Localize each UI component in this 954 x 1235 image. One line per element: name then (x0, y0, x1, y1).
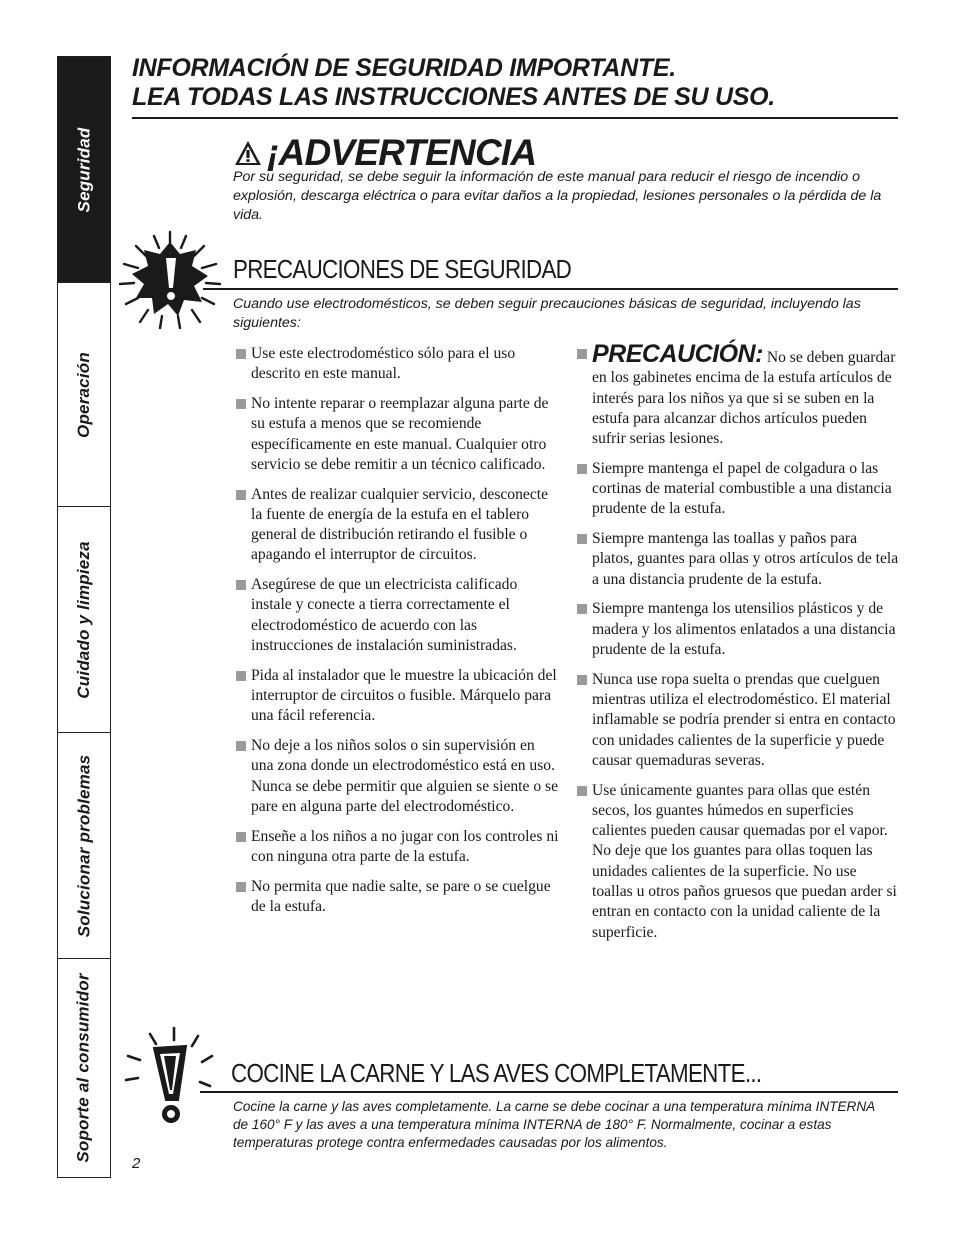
caution-label: PRECAUCIÓN: (592, 340, 763, 368)
precautions-divider (203, 288, 898, 290)
warning-title-text: ¡ADVERTENCIA (267, 132, 537, 173)
page-header (132, 54, 898, 112)
precautions-right-list (576, 340, 900, 952)
tab-operacion[interactable] (58, 283, 110, 507)
tab-label: Seguridad (74, 127, 93, 212)
cook-text: Cocine la carne y las aves completamente. La carne se debe cocinar a una temperatura mínima INTERNA de 160° F y las aves a una temperatura mínima INTERNA de 180° F. Normalmente, cocinar a estas temperaturas protege contra enfermedades causadas por los alimentos. (233, 1099, 875, 1150)
header-divider (132, 117, 898, 119)
tab-label: Soporte al consumidor (74, 973, 93, 1163)
tab-seguridad[interactable] (58, 57, 110, 283)
exclamation-doodle-icon (120, 1026, 220, 1130)
list-item: Enseñe a los niños a no jugar con los controles ni con ninguna otra parte de la estufa. (235, 827, 560, 868)
caution-text: No se deben guardar en los gabinetes encima de la estufa artículos de interés para los niños ya que si se suben en la estufa para alcanzar dichos artículos pueden sufrir serias lesiones. (592, 349, 896, 448)
cook-divider (200, 1091, 898, 1093)
section-tabs (57, 56, 111, 1178)
list-item: No intente reparar o reemplazar alguna parte de su estufa a menos que se recomiende específicamente en este manual. Cualquier otro servicio se debe remitir a un técnico calificado. (235, 394, 560, 475)
precautions-left-list (235, 344, 560, 927)
exclamation-burst-icon (116, 228, 224, 332)
tab-label: Operación (74, 351, 94, 438)
cook-title: COCINE LA CARNE Y LAS AVES COMPLETAMENTE... (231, 1058, 762, 1088)
header-line-2: LEA TODAS LAS INSTRUCCIONES ANTES DE SU USO. (132, 83, 775, 111)
tab-label: Solucionar problemas (74, 754, 94, 937)
tab-solucionar-problemas[interactable] (58, 733, 110, 959)
caution-item (576, 340, 900, 449)
list-item: Antes de realizar cualquier servicio, desconecte la fuente de energía de la estufa en el tablero general de distribución retirando el fusible o apagando el interruptor de circuitos. (235, 485, 560, 566)
tab-cuidado-y-limpieza[interactable] (58, 507, 110, 733)
tab-label: Cuidado y limpieza (74, 540, 94, 699)
tab-soporte-al-consumidor[interactable] (58, 959, 110, 1177)
list-item: Siempre mantenga los utensilios plásticos y de madera y los alimentos enlatados a una distancia prudente de la estufa. (576, 599, 900, 660)
list-item: Use este electrodoméstico sólo para el uso descrito en este manual. (235, 344, 560, 385)
list-item: No permita que nadie salte, se pare o se cuelgue de la estufa. (235, 877, 560, 918)
precautions-intro: Cuando use electrodomésticos, se deben seguir precauciones básicas de seguridad, incluyendo las siguientes: (233, 296, 861, 331)
list-item: Siempre mantenga las toallas y paños para platos, guantes para ollas y otros artículos de tela a una distancia prudente de la estufa. (576, 529, 900, 590)
header-line-1: INFORMACIÓN DE SEGURIDAD IMPORTANTE. (132, 54, 676, 82)
list-item: Siempre mantenga el papel de colgadura o las cortinas de material combustible a una distancia prudente de la estufa. (576, 459, 900, 520)
precautions-title: PRECAUCIONES DE SEGURIDAD (233, 254, 572, 284)
list-item: Use únicamente guantes para ollas que estén secos, los guantes húmedos en superficies calientes pueden causar quemadas por el vapor. No deje que los guantes para ollas toquen las unidades calientes de la superficie. No use toallas u otros paños gruesos que puedan arder si entran en contacto con la unidad caliente de la superficie. (576, 781, 900, 943)
list-item: No deje a los niños solos o sin supervisión en una zona donde un electrodoméstico está en uso. Nunca se debe permitir que alguien se siente o se pare en alguna parte del electrodoméstico. (235, 736, 560, 817)
list-item: Nunca use ropa suelta o prendas que cuelguen mientras utiliza el electrodoméstico. El material inflamable se podría prender si entra en contacto con unidades calientes de la superficie y puede causar quemaduras severas. (576, 670, 900, 771)
list-item: Pida al instalador que le muestre la ubicación del interruptor de circuitos o fusible. Márquelo para una fácil referencia. (235, 666, 560, 727)
warning-triangle-icon (233, 139, 263, 167)
page-number: 2 (132, 1155, 141, 1172)
warning-text: Por su seguridad, se debe seguir la información de este manual para reducir el riesgo de incendio o explosión, descarga eléctrica o para evitar daños a la propiedad, lesiones personales o la pérdida de la vida. (233, 169, 882, 223)
list-item: Asegúrese de que un electricista calificado instale y conecte a tierra correctamente el electrodoméstico de acuerdo con las instrucciones de instalación suministradas. (235, 575, 560, 656)
